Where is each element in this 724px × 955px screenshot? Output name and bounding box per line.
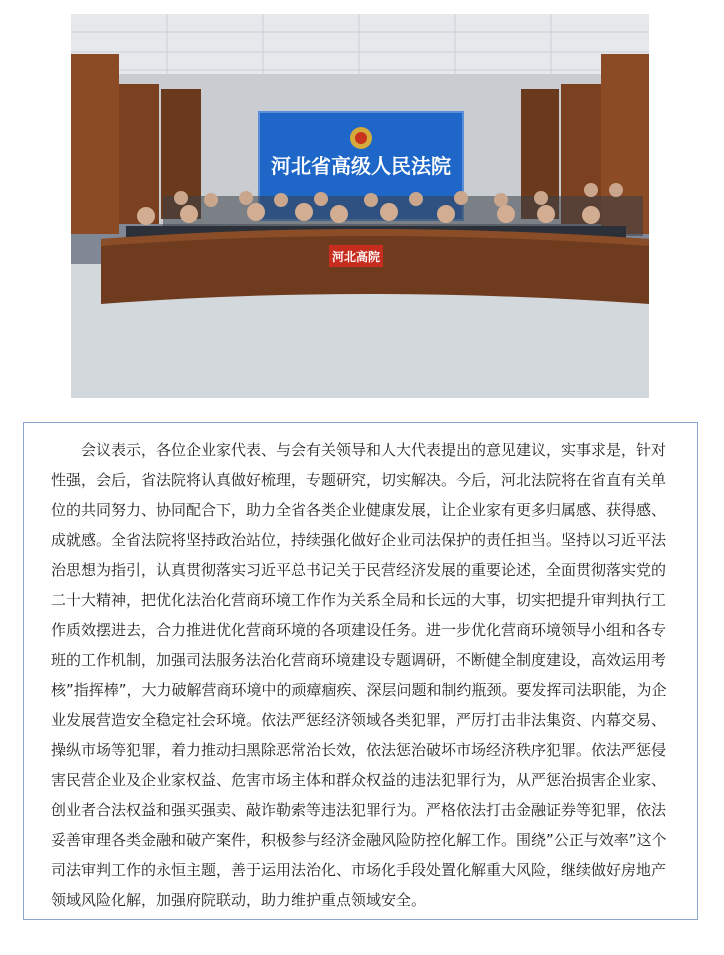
- article-line: 作质效摆进去，合力推进优化营商环境的各项建设任务。进一步优化营商环境领导小组和各专: [51, 621, 667, 639]
- wall-sign-text: 河北省高级人民法院: [271, 154, 451, 178]
- article-line: 领域风险化解，加强府院联动，助力维护重点领域安全。: [51, 891, 427, 909]
- article-line: 性强，会后，省法院将认真做好梳理，专题研究，切实解决。今后，河北法院将在省直有关单: [51, 471, 667, 489]
- article-paragraph: [51, 435, 677, 915]
- article-line: 位的共同努力、协同配合下，助力全省各类企业健康发展，让企业家有更多归属感、获得感、: [51, 501, 667, 519]
- article-line: 妥善审理各类金融和破产案件，积极参与经济金融风险防控化解工作。围绕”公正与效率”这个: [51, 831, 667, 849]
- ceiling: [71, 14, 649, 84]
- article-line: 班的工作机制，加强司法服务法治化营商环境建设专题调研，不断健全制度建设，高效运用考: [51, 651, 667, 669]
- meeting-photo: [71, 14, 649, 398]
- article-line: 司法审判工作的永恒主题，善于运用法治化、市场化手段处置化解重大风险，继续做好房地产: [51, 861, 667, 879]
- article-line: 核”指挥棒”，大力破解营商环境中的顽瘴痼疾、深层问题和制约瓶颈。要发挥司法职能，为企: [51, 681, 667, 699]
- article-line: 会议表示，各位企业家代表、与会有关领导和人大代表提出的意见建议，实事求是，针对: [81, 441, 667, 459]
- article-line: 业发展营造安全稳定社会环境。依法严惩经济领域各类犯罪，严厉打击非法集资、内幕交易、: [51, 711, 667, 729]
- article-card: [23, 422, 698, 920]
- article-line: 操纵市场等犯罪，着力推动扫黑除恶常治长效，依法惩治破坏市场经济秩序犯罪。依法严惩侵: [51, 741, 667, 759]
- desk-nameplate-text: 河北高院: [331, 250, 381, 264]
- article-line: 创业者合法权益和强买强卖、敲诈勒索等违法犯罪行为。严格依法打击金融证券等犯罪，依法: [51, 801, 667, 819]
- article-line: 害民营企业及企业家权益、危害市场主体和群众权益的违法犯罪行为，从严惩治损害企业家、: [51, 771, 667, 789]
- court-emblem-center: [355, 132, 367, 144]
- article-line: 治思想为指引，认真贯彻落实习近平总书记关于民营经济发展的重要论述，全面贯彻落实党的: [51, 561, 667, 579]
- article-line: 成就感。全省法院将坚持政治站位，持续强化做好企业司法保护的责任担当。坚持以习近平法: [51, 531, 667, 549]
- wood-panel-left: [71, 54, 119, 234]
- wood-panel-left-inner: [119, 84, 159, 224]
- meeting-photo-illustration: [71, 14, 649, 398]
- article-line: 二十大精神，把优化法治化营商环境工作作为关系全局和长远的大事，切实把提升审判执行工: [51, 591, 667, 609]
